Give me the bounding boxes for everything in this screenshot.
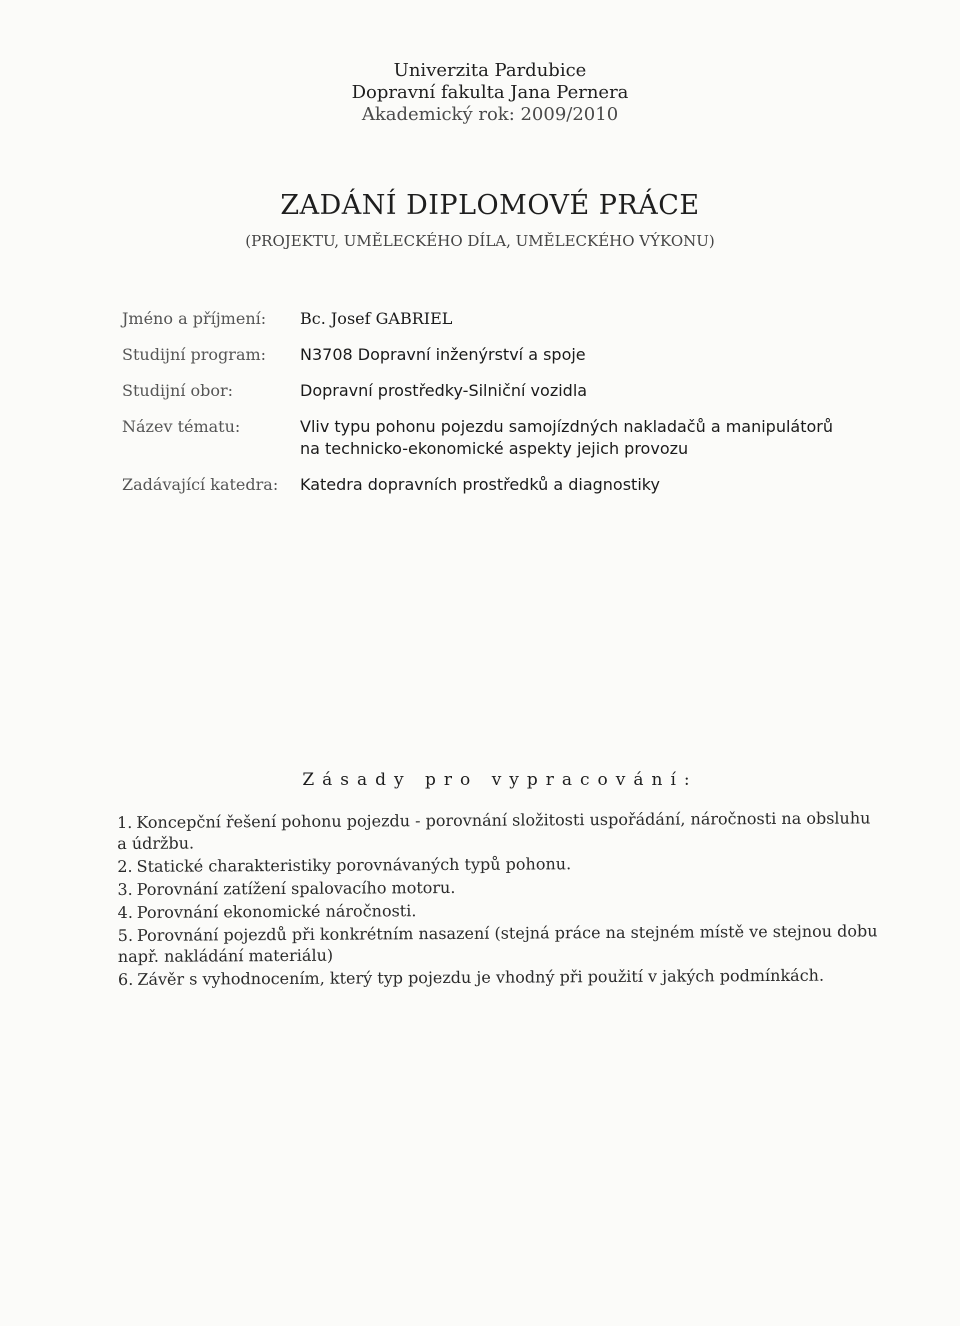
list-item [118,897,878,923]
field-label: Studijní obor: [122,381,234,400]
list-item-text: Porovnání zatížení spalovacího motoru. [136,877,456,899]
department-value: Katedra dopravních prostředků a diagnostiky [300,475,660,494]
list-item [118,964,878,990]
list-item [117,807,877,854]
university-name: Univerzita Pardubice [393,60,587,81]
field-row-department [122,474,842,496]
assignment-fields [122,308,842,510]
document-subtitle: (PROJEKTU, UMĚLECKÉHO DÍLA, UMĚLECKÉHO VÝKONU) [245,232,715,250]
list-item-number: 6. [117,969,134,989]
principles-list [117,807,878,992]
document-header [0,60,960,126]
program-label: Studijní program: [122,345,267,364]
faculty-name: Dopravní fakulta Jana Pernera [351,82,629,103]
topic-label: Název tématu: [122,417,241,436]
list-item-text: Porovnání ekonomické náročnosti. [136,901,417,922]
academic-year: Akademický rok: 2009/2010 [361,104,619,125]
field-value: Dopravní prostředky-Silniční vozidla [300,381,588,400]
list-item [118,920,878,967]
field-row-program [122,344,842,366]
list-item-number: 4. [117,902,133,922]
field-row-field [122,380,842,402]
list-item-text: Porovnání pojezdů při konkrétním nasazení (stejná práce na stejném místě ve stejnou dobu např. nakládání materiálu) [117,921,878,966]
name-value: Bc. Josef GABRIEL [300,309,453,328]
list-item-number: 3. [117,879,133,899]
list-item-text: Koncepční řešení pohonu pojezdu - porovnání složitosti uspořádání, náročnosti na obsluhu a údržbu. [117,808,871,853]
list-item-number: 5. [117,925,134,945]
field-row-name [122,308,842,330]
list-item [117,851,877,877]
document-title: ZADÁNÍ DIPLOMOVÉ PRÁCE [280,190,700,221]
list-item-number: 2. [117,856,133,876]
field-row-topic [122,416,842,460]
program-value: N3708 Dopravní inženýrství a spoje [300,345,586,364]
principles-heading: Zásady pro vypracování: [302,770,698,790]
list-item-text: Statické charakteristiky porovnávaných typů pohonu. [136,854,572,876]
name-label: Jméno a příjmení: [122,309,267,328]
department-label: Zadávající katedra: [122,475,279,494]
list-item-text: Závěr s vyhodnocením, který typ pojezdu je vhodný při použití v jakých podmínkách. [137,965,825,989]
list-item [117,874,877,900]
topic-value: Vliv typu pohonu pojezdu samojízdných nakladačů a manipulátorů na technicko-ekonomické aspekty jejich provozu [300,417,834,458]
list-item-number: 1. [117,812,133,832]
